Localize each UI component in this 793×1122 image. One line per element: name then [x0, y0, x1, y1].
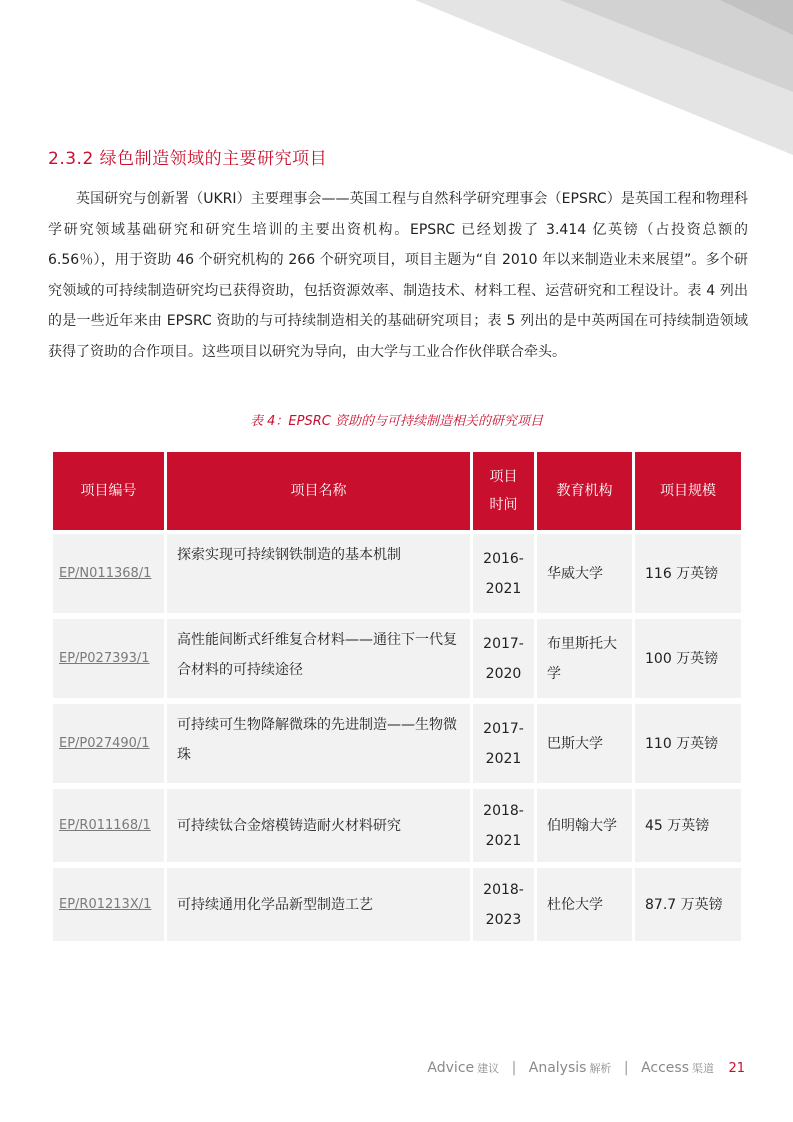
project-scale: 100 万英镑	[635, 619, 741, 704]
header-code: 项目编号	[53, 452, 167, 534]
year-end: 2023	[485, 911, 522, 928]
project-time	[473, 704, 537, 789]
table-row	[53, 704, 741, 789]
year-end: 2021	[485, 580, 522, 597]
project-code-link[interactable]: EP/P027393/1	[53, 619, 167, 704]
project-name: 可持续钛合金熔模铸造耐火材料研究	[167, 789, 473, 868]
year-end: 2021	[485, 832, 522, 849]
projects-table	[53, 452, 741, 947]
project-time	[473, 868, 537, 947]
project-institution: 布里斯托大学	[537, 619, 635, 704]
footer-divider: |	[623, 1060, 629, 1076]
project-institution: 杜伦大学	[537, 868, 635, 947]
footer-divider: |	[511, 1060, 517, 1076]
header-time-line1: 项目	[489, 469, 518, 485]
footer-access-zh: 渠道	[692, 1062, 714, 1075]
year-start: 2016-	[483, 550, 524, 567]
table-row	[53, 789, 741, 868]
year-start: 2018-	[483, 881, 524, 898]
footer-analysis: Analysis	[528, 1060, 587, 1076]
year-start: 2017-	[483, 720, 524, 737]
year-end: 2021	[485, 750, 522, 767]
header-time-line2: 时间	[489, 497, 518, 513]
project-code-link[interactable]: EP/R01213X/1	[53, 868, 167, 947]
project-time	[473, 789, 537, 868]
project-time	[473, 534, 537, 619]
year-end: 2020	[485, 665, 522, 682]
table-row	[53, 619, 741, 704]
table-row	[53, 868, 741, 947]
project-code-link[interactable]: EP/P027490/1	[53, 704, 167, 789]
project-code-link[interactable]: EP/R011168/1	[53, 789, 167, 868]
header-time	[473, 452, 537, 534]
project-scale: 87.7 万英镑	[635, 868, 741, 947]
project-scale: 110 万英镑	[635, 704, 741, 789]
section-title: 2.3.2 绿色制造领域的主要研究项目	[48, 149, 328, 169]
project-institution: 伯明翰大学	[537, 789, 635, 868]
header-name: 项目名称	[167, 452, 473, 534]
table-header-row	[53, 452, 741, 534]
corner-decoration	[0, 0, 793, 160]
project-code-link[interactable]: EP/N011368/1	[53, 534, 167, 619]
project-name: 探索实现可持续钢铁制造的基本机制	[167, 534, 473, 619]
intro-paragraph: 英国研究与创新署（UKRI）主要理事会——英国工程与自然科学研究理事会（EPSRC）是英国工程和物理科学研究领域基础研究和研究生培训的主要出资机构。EPSRC 已经划拨了 3.414 亿英镑（占投资总额的 6.56％），用于资助 46 个研究机构的 266 个研究项目，项目主题为“自 2010 年以来制造业未来展望”。多个研究领域的可持续制造研究均已获得资助，包括资源效率、制造技术、材料工程、运营研究和工程设计。表 4 列出的是一些近年来由 EPSRC 资助的与可持续制造相关的基础研究项目；表 5 列出的是中英两国在可持续制造领域获得了资助的合作项目。这些项目以研究为导向，由大学与工业合作伙伴联合牵头。	[48, 191, 748, 360]
header-scale: 项目规模	[635, 452, 741, 534]
project-time	[473, 619, 537, 704]
project-name: 高性能间断式纤维复合材料——通往下一代复合材料的可持续途径	[167, 619, 473, 704]
project-institution: 华威大学	[537, 534, 635, 619]
project-name: 可持续通用化学品新型制造工艺	[167, 868, 473, 947]
page-footer	[427, 1060, 745, 1076]
project-scale: 116 万英镑	[635, 534, 741, 619]
footer-advice: Advice	[427, 1060, 475, 1076]
year-start: 2017-	[483, 635, 524, 652]
footer-advice-zh: 建议	[477, 1062, 500, 1075]
table-caption: 表 4：EPSRC 资助的与可持续制造相关的研究项目	[250, 414, 543, 429]
year-start: 2018-	[483, 802, 524, 819]
footer-access: Access	[641, 1060, 689, 1076]
page-number: 21	[728, 1061, 745, 1076]
table-row	[53, 534, 741, 619]
project-scale: 45 万英镑	[635, 789, 741, 868]
header-institution: 教育机构	[537, 452, 635, 534]
project-institution: 巴斯大学	[537, 704, 635, 789]
footer-analysis-zh: 解析	[589, 1062, 612, 1075]
project-name: 可持续可生物降解微珠的先进制造——生物微珠	[167, 704, 473, 789]
